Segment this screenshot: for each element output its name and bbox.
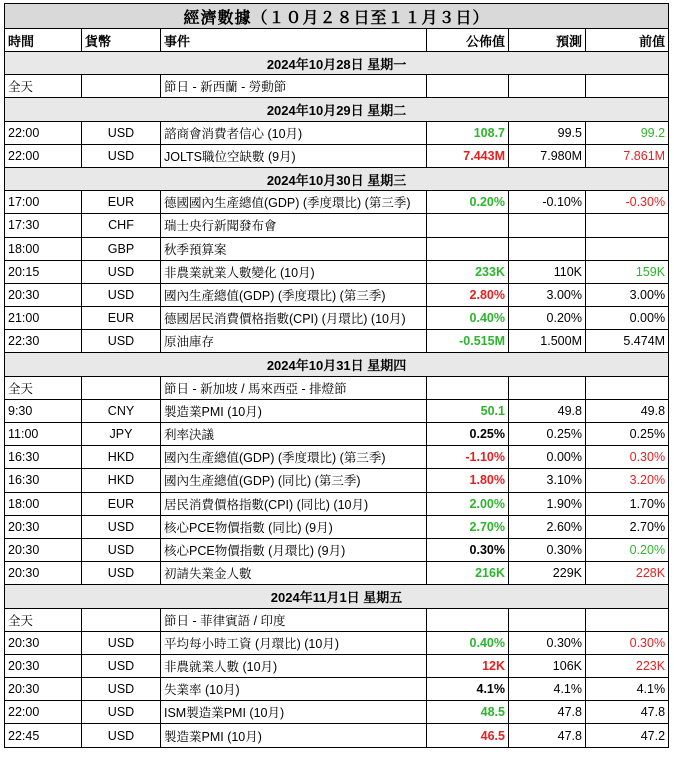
event-cell: JOLTS職位空缺數 (9月) <box>161 144 427 167</box>
table-row <box>5 515 669 538</box>
time-cell: 20:30 <box>5 538 82 561</box>
actual-cell: 1.80% <box>427 469 509 492</box>
event-cell: 初請失業金人數 <box>161 562 427 585</box>
currency-cell: USD <box>82 538 161 561</box>
previous-cell: 2.70% <box>586 515 669 538</box>
previous-cell: 0.30% <box>586 446 669 469</box>
forecast-cell <box>509 608 586 631</box>
forecast-cell: 0.30% <box>509 631 586 654</box>
event-cell: 平均每小時工資 (月環比) (10月) <box>161 631 427 654</box>
header-currency: 貨幣 <box>82 29 161 52</box>
previous-cell: 223K <box>586 654 669 677</box>
currency-cell: USD <box>82 121 161 144</box>
time-cell: 16:30 <box>5 446 82 469</box>
event-cell: 諮商會消費者信心 (10月) <box>161 121 427 144</box>
currency-cell: EUR <box>82 191 161 214</box>
previous-cell: 1.70% <box>586 492 669 515</box>
previous-cell: 49.8 <box>586 399 669 422</box>
event-cell: 瑞士央行新聞發布會 <box>161 214 427 237</box>
date-row <box>5 98 669 121</box>
time-cell: 22:00 <box>5 144 82 167</box>
time-cell: 22:00 <box>5 121 82 144</box>
table-row <box>5 144 669 167</box>
header-time: 時間 <box>5 29 82 52</box>
table-row <box>5 399 669 422</box>
actual-cell: -0.515M <box>427 330 509 353</box>
table-row <box>5 260 669 283</box>
currency-cell: CNY <box>82 399 161 422</box>
forecast-cell: 47.8 <box>509 724 586 747</box>
actual-cell: 233K <box>427 260 509 283</box>
header-forecast: 預測 <box>509 29 586 52</box>
forecast-cell: 106K <box>509 654 586 677</box>
time-cell: 22:00 <box>5 701 82 724</box>
actual-cell: 2.70% <box>427 515 509 538</box>
currency-cell: HKD <box>82 469 161 492</box>
table-row <box>5 469 669 492</box>
header-event: 事件 <box>161 29 427 52</box>
actual-cell <box>427 237 509 260</box>
forecast-cell: 0.30% <box>509 538 586 561</box>
currency-cell: USD <box>82 260 161 283</box>
event-cell: 利率決議 <box>161 423 427 446</box>
table-row <box>5 608 669 631</box>
forecast-cell: 49.8 <box>509 399 586 422</box>
actual-cell <box>427 214 509 237</box>
event-cell: 核心PCE物價指數 (同比) (9月) <box>161 515 427 538</box>
table-row <box>5 678 669 701</box>
event-cell: 製造業PMI (10月) <box>161 724 427 747</box>
forecast-cell: 1.90% <box>509 492 586 515</box>
previous-cell: 0.00% <box>586 307 669 330</box>
actual-cell: 0.30% <box>427 538 509 561</box>
table-row <box>5 121 669 144</box>
previous-cell: 99.2 <box>586 121 669 144</box>
actual-cell: 2.00% <box>427 492 509 515</box>
currency-cell: HKD <box>82 446 161 469</box>
currency-cell: JPY <box>82 423 161 446</box>
table-row <box>5 562 669 585</box>
previous-cell: 47.8 <box>586 701 669 724</box>
previous-cell: 0.20% <box>586 538 669 561</box>
previous-cell: 228K <box>586 562 669 585</box>
actual-cell <box>427 75 509 98</box>
time-cell: 9:30 <box>5 399 82 422</box>
event-cell: 製造業PMI (10月) <box>161 399 427 422</box>
time-cell: 17:30 <box>5 214 82 237</box>
previous-cell: 3.00% <box>586 283 669 306</box>
previous-cell <box>586 75 669 98</box>
table-row <box>5 330 669 353</box>
forecast-cell: 229K <box>509 562 586 585</box>
event-cell: 節日 - 菲律賓語 / 印度 <box>161 608 427 631</box>
actual-cell: 4.1% <box>427 678 509 701</box>
actual-cell: 46.5 <box>427 724 509 747</box>
actual-cell: 108.7 <box>427 121 509 144</box>
table-row <box>5 724 669 747</box>
event-cell: 非農就業人數 (10月) <box>161 654 427 677</box>
forecast-cell <box>509 75 586 98</box>
previous-cell: 4.1% <box>586 678 669 701</box>
actual-cell: 2.80% <box>427 283 509 306</box>
time-cell: 20:30 <box>5 678 82 701</box>
table-row <box>5 214 669 237</box>
actual-cell: 12K <box>427 654 509 677</box>
time-cell: 22:45 <box>5 724 82 747</box>
event-cell: 國內生產總值(GDP) (季度環比) (第三季) <box>161 446 427 469</box>
actual-cell: 0.40% <box>427 307 509 330</box>
date-heading: 2024年10月30日 星期三 <box>5 167 669 190</box>
forecast-cell: 3.00% <box>509 283 586 306</box>
table-row <box>5 237 669 260</box>
actual-cell: 7.443M <box>427 144 509 167</box>
date-heading: 2024年10月31日 星期四 <box>5 353 669 376</box>
currency-cell <box>82 376 161 399</box>
actual-cell: 48.5 <box>427 701 509 724</box>
previous-cell <box>586 214 669 237</box>
time-cell: 16:30 <box>5 469 82 492</box>
table-row <box>5 191 669 214</box>
forecast-cell: -0.10% <box>509 191 586 214</box>
previous-cell <box>586 608 669 631</box>
actual-cell: 216K <box>427 562 509 585</box>
previous-cell <box>586 376 669 399</box>
event-cell: 國內生產總值(GDP) (同比) (第三季) <box>161 469 427 492</box>
table-row <box>5 654 669 677</box>
time-cell: 11:00 <box>5 423 82 446</box>
currency-cell <box>82 75 161 98</box>
table-row <box>5 75 669 98</box>
currency-cell: USD <box>82 631 161 654</box>
event-cell: 德國國內生產總值(GDP) (季度環比) (第三季) <box>161 191 427 214</box>
table-row <box>5 376 669 399</box>
actual-cell: -1.10% <box>427 446 509 469</box>
currency-cell <box>82 608 161 631</box>
time-cell: 20:30 <box>5 654 82 677</box>
currency-cell: USD <box>82 654 161 677</box>
forecast-cell: 1.500M <box>509 330 586 353</box>
forecast-cell: 99.5 <box>509 121 586 144</box>
table-row <box>5 538 669 561</box>
forecast-cell: 2.60% <box>509 515 586 538</box>
forecast-cell: 4.1% <box>509 678 586 701</box>
time-cell: 20:15 <box>5 260 82 283</box>
previous-cell: 3.20% <box>586 469 669 492</box>
event-cell: 非農業就業人數變化 (10月) <box>161 260 427 283</box>
forecast-cell: 47.8 <box>509 701 586 724</box>
time-cell: 全天 <box>5 75 82 98</box>
time-cell: 17:00 <box>5 191 82 214</box>
currency-cell: USD <box>82 283 161 306</box>
time-cell: 18:00 <box>5 237 82 260</box>
previous-cell: 5.474M <box>586 330 669 353</box>
time-cell: 全天 <box>5 376 82 399</box>
currency-cell: USD <box>82 701 161 724</box>
currency-cell: USD <box>82 144 161 167</box>
event-cell: 居民消費價格指數(CPI) (同比) (10月) <box>161 492 427 515</box>
forecast-cell: 0.20% <box>509 307 586 330</box>
table-row <box>5 492 669 515</box>
date-row <box>5 353 669 376</box>
actual-cell <box>427 376 509 399</box>
time-cell: 18:00 <box>5 492 82 515</box>
forecast-cell: 0.00% <box>509 446 586 469</box>
event-cell: 國內生產總值(GDP) (季度環比) (第三季) <box>161 283 427 306</box>
forecast-cell <box>509 376 586 399</box>
currency-cell: USD <box>82 724 161 747</box>
event-cell: ISM製造業PMI (10月) <box>161 701 427 724</box>
time-cell: 20:30 <box>5 562 82 585</box>
event-cell: 節日 - 新加坡 / 馬來西亞 - 排燈節 <box>161 376 427 399</box>
time-cell: 20:30 <box>5 515 82 538</box>
forecast-cell: 0.25% <box>509 423 586 446</box>
time-cell: 21:00 <box>5 307 82 330</box>
event-cell: 核心PCE物價指數 (月環比) (9月) <box>161 538 427 561</box>
event-cell: 失業率 (10月) <box>161 678 427 701</box>
previous-cell: 0.30% <box>586 631 669 654</box>
date-heading: 2024年11月1日 星期五 <box>5 585 669 608</box>
forecast-cell <box>509 214 586 237</box>
currency-cell: EUR <box>82 492 161 515</box>
previous-cell <box>586 237 669 260</box>
table-title: 經濟數據（１０月２８日至１１月３日） <box>5 4 669 29</box>
date-row <box>5 167 669 190</box>
previous-cell: 159K <box>586 260 669 283</box>
forecast-cell: 7.980M <box>509 144 586 167</box>
currency-cell: USD <box>82 678 161 701</box>
date-row <box>5 52 669 75</box>
actual-cell: 0.40% <box>427 631 509 654</box>
currency-cell: USD <box>82 562 161 585</box>
time-cell: 全天 <box>5 608 82 631</box>
economic-data-table <box>4 3 669 748</box>
forecast-cell: 110K <box>509 260 586 283</box>
table-row <box>5 283 669 306</box>
forecast-cell <box>509 237 586 260</box>
actual-cell: 0.25% <box>427 423 509 446</box>
currency-cell: CHF <box>82 214 161 237</box>
event-cell: 節日 - 新西蘭 - 勞動節 <box>161 75 427 98</box>
previous-cell: 0.25% <box>586 423 669 446</box>
table-row <box>5 631 669 654</box>
event-cell: 原油庫存 <box>161 330 427 353</box>
previous-cell: 7.861M <box>586 144 669 167</box>
currency-cell: USD <box>82 515 161 538</box>
time-cell: 22:30 <box>5 330 82 353</box>
table-row <box>5 423 669 446</box>
currency-cell: EUR <box>82 307 161 330</box>
actual-cell <box>427 608 509 631</box>
actual-cell: 0.20% <box>427 191 509 214</box>
date-heading: 2024年10月29日 星期二 <box>5 98 669 121</box>
forecast-cell: 3.10% <box>509 469 586 492</box>
date-row <box>5 585 669 608</box>
actual-cell: 50.1 <box>427 399 509 422</box>
time-cell: 20:30 <box>5 283 82 306</box>
table-row <box>5 701 669 724</box>
header-previous: 前值 <box>586 29 669 52</box>
previous-cell: -0.30% <box>586 191 669 214</box>
currency-cell: USD <box>82 330 161 353</box>
table-row <box>5 446 669 469</box>
economic-calendar <box>4 3 672 748</box>
event-cell: 秋季預算案 <box>161 237 427 260</box>
event-cell: 德國居民消費價格指數(CPI) (月環比) (10月) <box>161 307 427 330</box>
currency-cell: GBP <box>82 237 161 260</box>
previous-cell: 47.2 <box>586 724 669 747</box>
time-cell: 20:30 <box>5 631 82 654</box>
table-row <box>5 307 669 330</box>
date-heading: 2024年10月28日 星期一 <box>5 52 669 75</box>
header-actual: 公佈值 <box>427 29 509 52</box>
column-header-row <box>5 29 669 52</box>
